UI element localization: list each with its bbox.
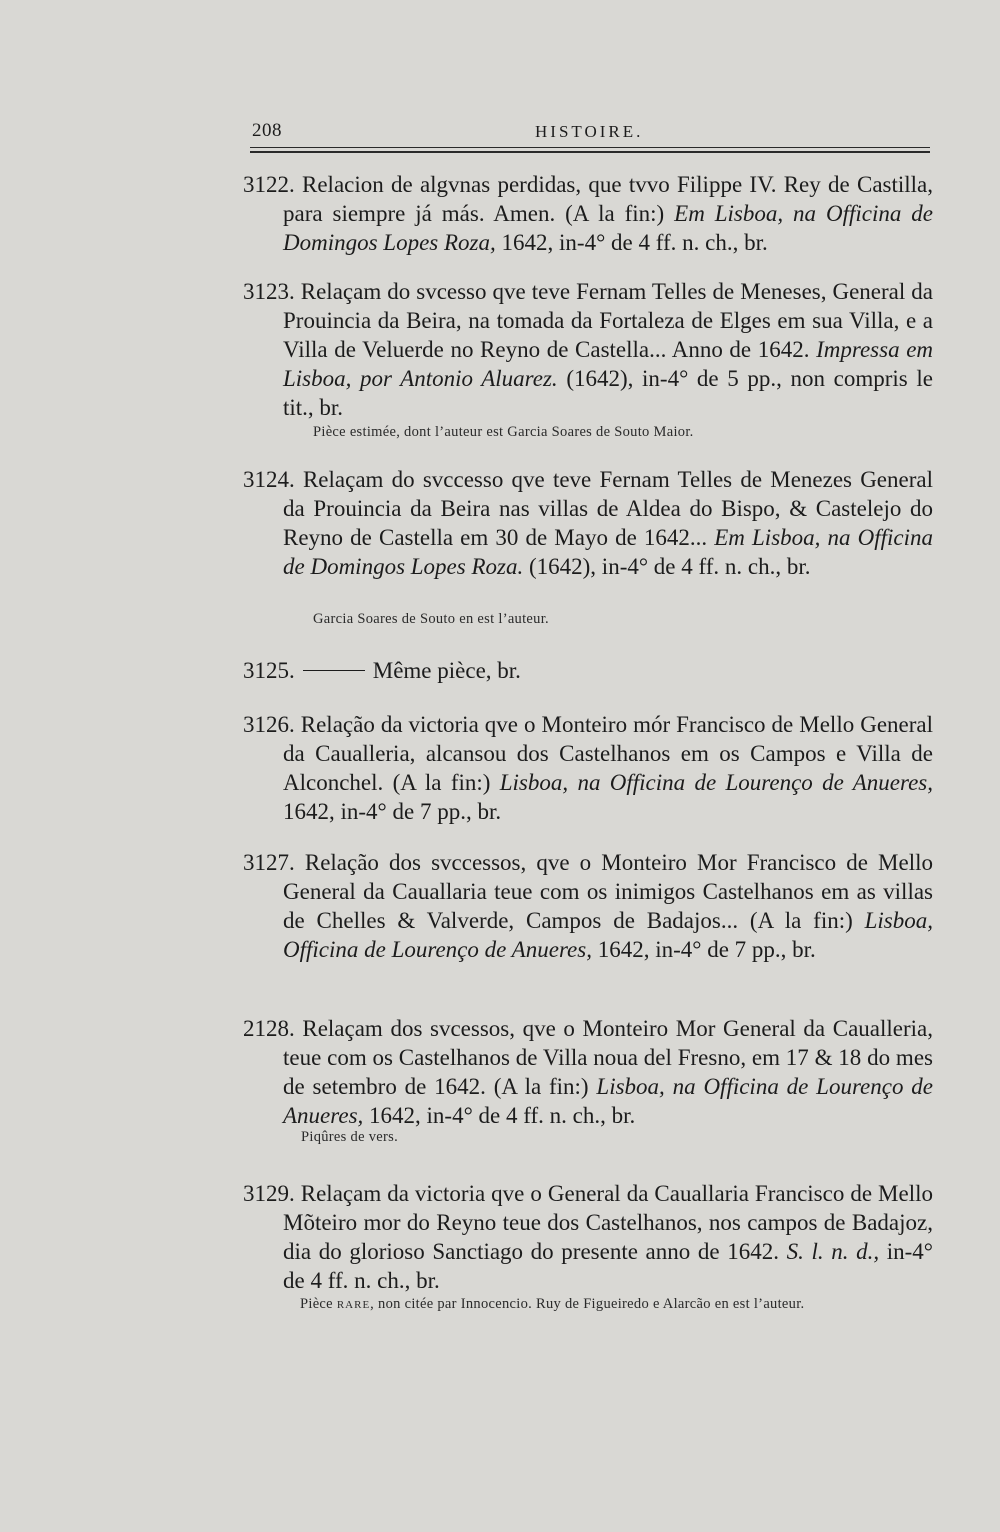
- entry-title: Relação da victoria qve o Monteiro mór Francisco de Mello General da Caualleria, alcansou dos Castelhanos em os Campos e Villa de Alconchel. (A la fin:): [283, 712, 933, 795]
- entry-text: [243, 170, 933, 257]
- entry-3125: [243, 656, 933, 685]
- entry-imprint: Lisboa, na Officina de Lourenço de Anueres,: [499, 770, 933, 795]
- entry-imprint: Lisboa, Officina de Lourenço de Anueres,: [283, 908, 933, 962]
- entry-note: Piqûres de vers.: [301, 1129, 399, 1145]
- entry-note-text: , non citée par Innocencio. Ruy de Figueiredo e Alarcão en est l’auteur.: [370, 1296, 805, 1312]
- entry-title: Même pièce, br.: [372, 658, 521, 683]
- page-number: 208: [252, 120, 282, 141]
- entry-number: 2128.: [243, 1016, 295, 1041]
- entry-text: [243, 848, 933, 964]
- entry-title: Relação dos svccessos, qve o Monteiro Mor Francisco de Mello General da Cauallaria teue com os inimigos Castelhanos em as villas de Chelles & Valverde, Campos de Badajos... (A la fin:): [283, 850, 933, 933]
- entry-imprint: Lisboa, na Officina de Lourenço de Anueres,: [283, 1074, 934, 1128]
- entry-collation: (1642), in-4° de 5 pp., non compris le tit., br.: [283, 366, 933, 420]
- entry-number: 3129.: [243, 1181, 295, 1206]
- entry-number: 3127.: [243, 850, 295, 875]
- entry-title: Relacion de algvnas perdidas, que tvvo Filippe IV. Rey de Castilla, para siempre já más. Amen. (A la fin:): [283, 172, 933, 226]
- entry-title: Relaçam da victoria qve o General da Cauallaria Francisco de Mello Mõteiro mor do Reyno teue dos Castelhanos, nos campos de Badajoz, dia do glorioso Sanctiago do presente anno de 1642.: [283, 1181, 933, 1264]
- entry-imprint: S. l. n. d.,: [786, 1239, 880, 1264]
- entry-text: [243, 1014, 933, 1130]
- entry-collation: 1642, in-4° de 4 ff. n. ch., br.: [495, 230, 768, 255]
- entry-collation: in-4° de 4 ff. n. ch., br.: [283, 1239, 933, 1293]
- entry-imprint: Em Lisboa, na Officina de Domingos Lopes Roza,: [283, 201, 933, 255]
- entry-number: 3123.: [243, 279, 295, 304]
- header-rule-thin: [250, 147, 930, 148]
- entry-number: 3122.: [243, 172, 295, 197]
- entry-imprint: Em Lisboa, na Officina de Domingos Lopes Roza.: [283, 525, 933, 579]
- page-header: [250, 118, 930, 152]
- entry-number: 3124.: [243, 467, 295, 492]
- entry-note: Garcia Soares de Souto en est l’auteur.: [313, 611, 549, 627]
- entry-text: [243, 710, 933, 826]
- ditto-dash: [303, 670, 365, 671]
- entry-3129: [243, 1179, 933, 1295]
- entry-collation: 1642, in-4° de 7 pp., br.: [591, 937, 816, 962]
- header-rule-thick: [250, 151, 930, 153]
- entry-title: Relaçam do svcesso qve teve Fernam Telles de Meneses, General da Prouincia da Beira, na tomada da Fortaleza de Elges em sua Villa, e a Villa de Veluerde no Reyno de Castella... Anno de 1642.: [283, 279, 933, 362]
- entry-note-text: Pièce: [300, 1296, 337, 1312]
- entry-text: [243, 465, 933, 581]
- entry-3124: [243, 465, 933, 581]
- entry-title: Relaçam dos svcessos, qve o Monteiro Mor General da Caualleria, teue com os Castelhanos de Villa noua del Fresno, em 17 & 18 do mes de setembro de 1642. (A la fin:): [283, 1016, 933, 1099]
- entry-text: [243, 277, 933, 422]
- entry-number: 3125.: [243, 658, 295, 683]
- entry-number: 3126.: [243, 712, 295, 737]
- entry-collation: (1642), in-4° de 4 ff. n. ch., br.: [523, 554, 811, 579]
- entry-2128: [243, 1014, 933, 1130]
- entry-collation: 1642, in-4° de 7 pp., br.: [283, 799, 502, 824]
- entry-3122: [243, 170, 933, 257]
- entry-note: [300, 1296, 804, 1313]
- entry-3127: [243, 848, 933, 964]
- entry-3123: [243, 277, 933, 422]
- entry-title: Relaçam do svccesso qve teve Fernam Telles de Menezes General da Prouincia da Beira nas villas de Aldea do Bispo, & Castelejo do Reyno de Castella em 30 de Mayo de 1642...: [283, 467, 933, 550]
- entry-note: Pièce estimée, dont l’auteur est Garcia Soares de Souto Maior.: [313, 424, 694, 440]
- rare-smallcaps: RARE: [336, 1299, 371, 1311]
- entry-3126: [243, 710, 933, 826]
- entry-text: [243, 1179, 933, 1295]
- entry-text: [243, 656, 933, 685]
- entry-imprint: Impressa em Lisboa, por Antonio Aluarez.: [283, 337, 934, 391]
- entry-collation: 1642, in-4° de 4 ff. n. ch., br.: [363, 1103, 636, 1128]
- running-title: HISTOIRE.: [535, 122, 644, 141]
